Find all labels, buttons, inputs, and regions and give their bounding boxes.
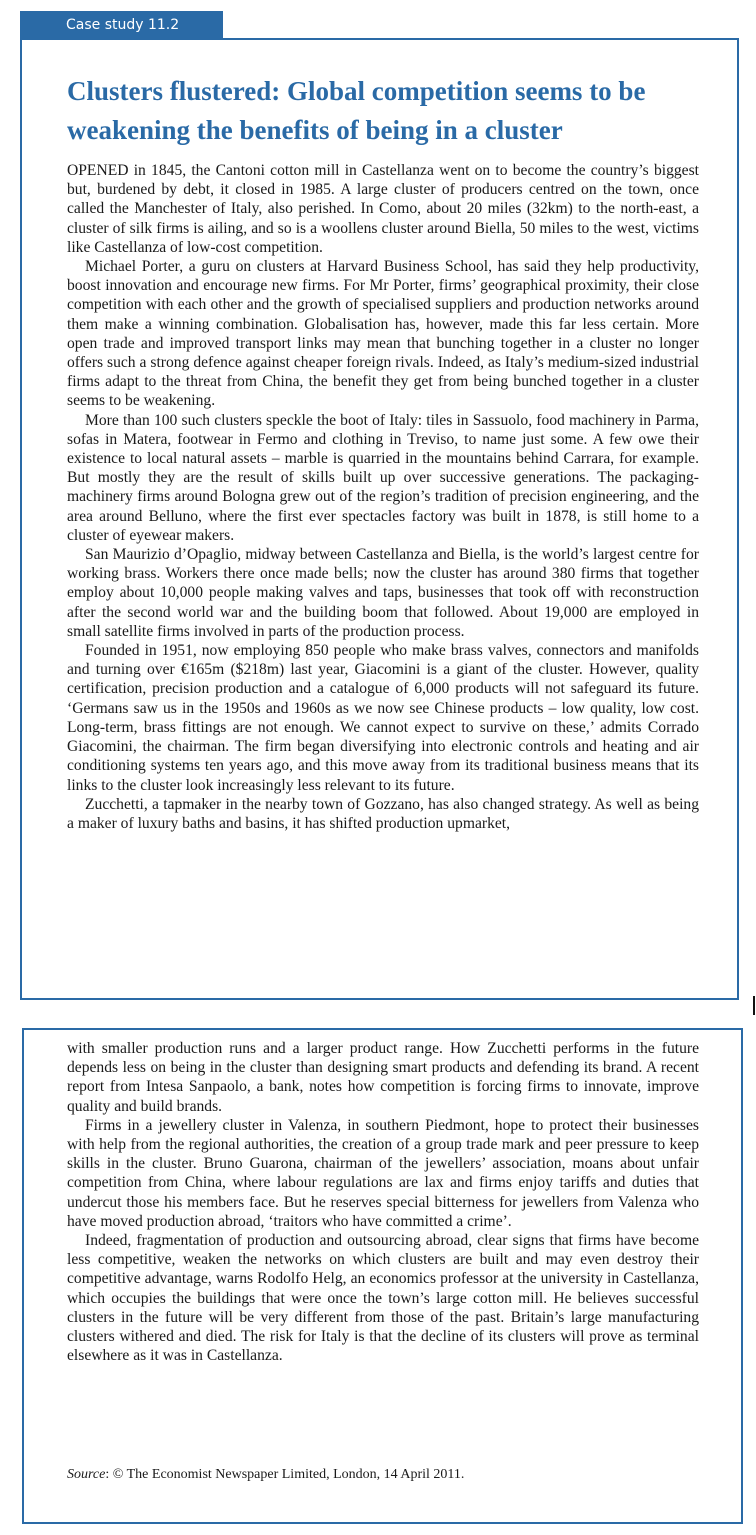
source-credit [67, 1466, 464, 1484]
paragraph-3: More than 100 such clusters speckle the boot of Italy: tiles in Sassuolo, food machinery in Parma, sofas in Matera, footwear in Fermo and clothing in Treviso, to name just some. A few owe their existence to local natural assets – marble is quarried in the mountains behind Carrara, for example. But mostly they are the result of skills built up over successive generations. The packaging-machinery firms around Bologna grew out of the region’s tradition of precision engineering, and the area around Belluno, where the first ever spectacles factory was built in 1878, is still home to a cluster of eyewear makers. [67, 411, 699, 544]
article-body-page2 [67, 1039, 699, 1365]
paragraph-2: Michael Porter, a guru on clusters at Harvard Business School, has said they help productivity, boost innovation and encourage new firms. For Mr Porter, firms’ geographical proximity, their close competition with each other and the growth of specialised suppliers and production networks around them make a winning combination. Globalisation has, however, made this far less certain. More open trade and improved transport links may mean that bunching together in a cluster no longer offers such a strong defence against cheaper foreign rivals. Indeed, as Italy’s medium-sized industrial firms adapt to the threat from China, the benefit they get from being bunched together in a cluster seems to be weakening. [67, 258, 699, 410]
case-study-label: Case study 11.2 [20, 11, 223, 39]
text-cursor [753, 996, 755, 1015]
paragraph-9: Indeed, fragmentation of production and outsourcing abroad, clear signs that firms have become less competitive, weaken the networks on which clusters are built and may even destroy their competitive advantage, warns Rodolfo Helg, an economics professor at the university in Castellanza, which occupies the buildings that were once the town’s large cotton mill. He believes successful clusters in the future will be very different from those of the past. Britain’s large manufacturing clusters withered and died. The risk for Italy is that the decline of its clusters will prove as terminal elsewhere as it was in Castellanza. [67, 1232, 699, 1365]
source-label: Source [67, 1467, 106, 1482]
paragraph-7: with smaller production runs and a larger product range. How Zucchetti performs in the future depends less on being in the cluster than designing smart products and defending its brand. A recent report from Intesa Sanpaolo, a bank, notes how competition is forcing firms to innovate, improve quality and build brands. [67, 1040, 699, 1115]
paragraph-4: San Maurizio d’Opaglio, midway between Castellanza and Biella, is the world’s largest centre for working brass. Workers there once made bells; now the cluster has around 380 firms that together employ about 10,000 people making valves and taps, businesses that took off with reconstruction after the second world war and the building boom that followed. About 19,000 are employed in small satellite firms involved in parts of the production process. [67, 546, 699, 640]
paragraph-8: Firms in a jewellery cluster in Valenza, in southern Piedmont, hope to protect their businesses with help from the regional authorities, the creation of a group trade mark and peer pressure to keep skills in the cluster. Bruno Guarona, chairman of the jewellers’ association, moans about unfair competition from China, where labour regulations are lax and firms enjoy tariffs and duties that undercut those his members face. But he reserves special bitterness for jewellers from Valenza who have moved production abroad, ‘traitors who have committed a crime’. [67, 1116, 699, 1230]
paragraph-6: Zucchetti, a tapmaker in the nearby town of Gozzano, has also changed strategy. As well as being a maker of luxury baths and basins, it has shifted production upmarket, [67, 795, 699, 832]
article-body-page1 [67, 161, 699, 833]
paragraph-1: OPENED in 1845, the Cantoni cotton mill in Castellanza went on to become the country’s biggest but, burdened by debt, it closed in 1985. A large cluster of producers centred on the town, once called the Manchester of Italy, also perished. In Como, about 20 miles (32km) to the north-east, a cluster of silk firms is ailing, and so is a woollens cluster around Biella, 50 miles to the west, victims like Castellanza of low-cost competition. [67, 162, 699, 256]
source-text: : © The Economist Newspaper Limited, London, 14 April 2011. [105, 1467, 465, 1482]
paragraph-5: Founded in 1951, now employing 850 people who make brass valves, connectors and manifolds and turning over €165m ($218m) last year, Giacomini is a giant of the cluster. However, quality certification, precision production and a catalogue of 6,000 products will not safeguard its future. ‘Germans saw us in the 1950s and 1960s as we now see Chinese products – low quality, low cost. Long-term, brass fittings are not enough. We cannot expect to survive on these,’ admits Corrado Giacomini, the chairman. The firm began diversifying into electronic controls and heating and air conditioning systems ten years ago, and this move away from its traditional business means that its links to the cluster look increasingly less relevant to its future. [67, 642, 699, 794]
article-headline: Clusters flustered: Global competition seems to be weakening the benefits of being in a cluster [67, 76, 646, 145]
